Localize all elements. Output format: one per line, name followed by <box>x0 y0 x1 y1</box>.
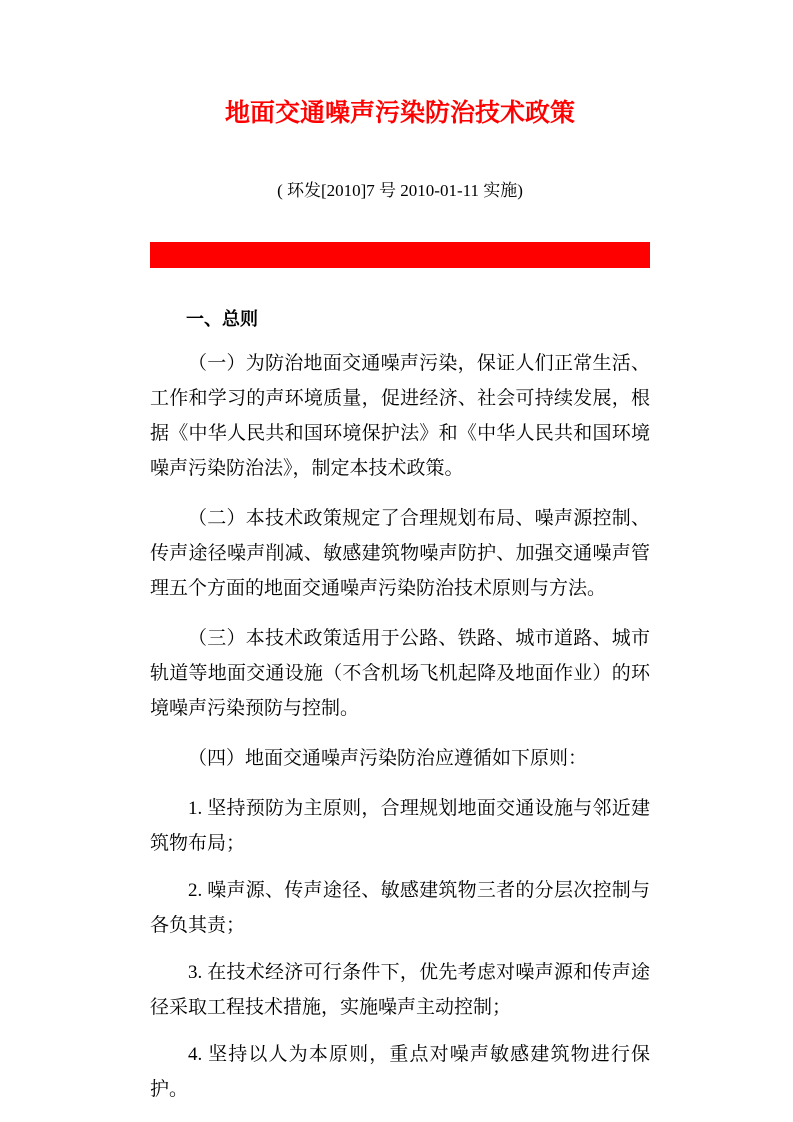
section-heading-general-provisions: 一、总则 <box>186 309 258 329</box>
red-divider-bar <box>150 242 650 268</box>
document-number-line: ( 环发[2010]7 号 2010-01-11 实施) <box>277 181 523 200</box>
paragraph-1: （一）为防治地面交通噪声污染，保证人们正常生活、工作和学习的声环境质量，促进经济、社会可持续发展，根据《中华人民共和国环境保护法》和《中华人民共和国环境噪声污染防治法》，制定本技术政策。 <box>150 353 650 479</box>
principle-item-1: 1. 坚持预防为主原则，合理规划地面交通设施与邻近建筑物布局； <box>150 798 650 854</box>
document-title: 地面交通噪声污染防治技术政策 <box>224 100 575 127</box>
principle-item-3: 3. 在技术经济可行条件下，优先考虑对噪声源和传声途径采取工程技术措施，实施噪声主动控制； <box>150 962 650 1018</box>
paragraph-3: （三）本技术政策适用于公路、铁路、城市道路、城市轨道等地面交通设施（不含机场飞机起降及地面作业）的环境噪声污染预防与控制。 <box>150 628 650 719</box>
paragraph-2: （二）本技术政策规定了合理规划布局、噪声源控制、传声途径噪声削减、敏感建筑物噪声防护、加强交通噪声管理五个方面的地面交通噪声污染防治技术原则与方法。 <box>150 508 650 599</box>
paragraph-4: （四）地面交通噪声污染防治应遵循如下原则： <box>188 748 588 769</box>
principle-item-4: 4. 坚持以人为本原则，重点对噪声敏感建筑物进行保护。 <box>150 1044 650 1100</box>
principle-item-2: 2. 噪声源、传声途径、敏感建筑物三者的分层次控制与各负其责； <box>150 880 650 936</box>
